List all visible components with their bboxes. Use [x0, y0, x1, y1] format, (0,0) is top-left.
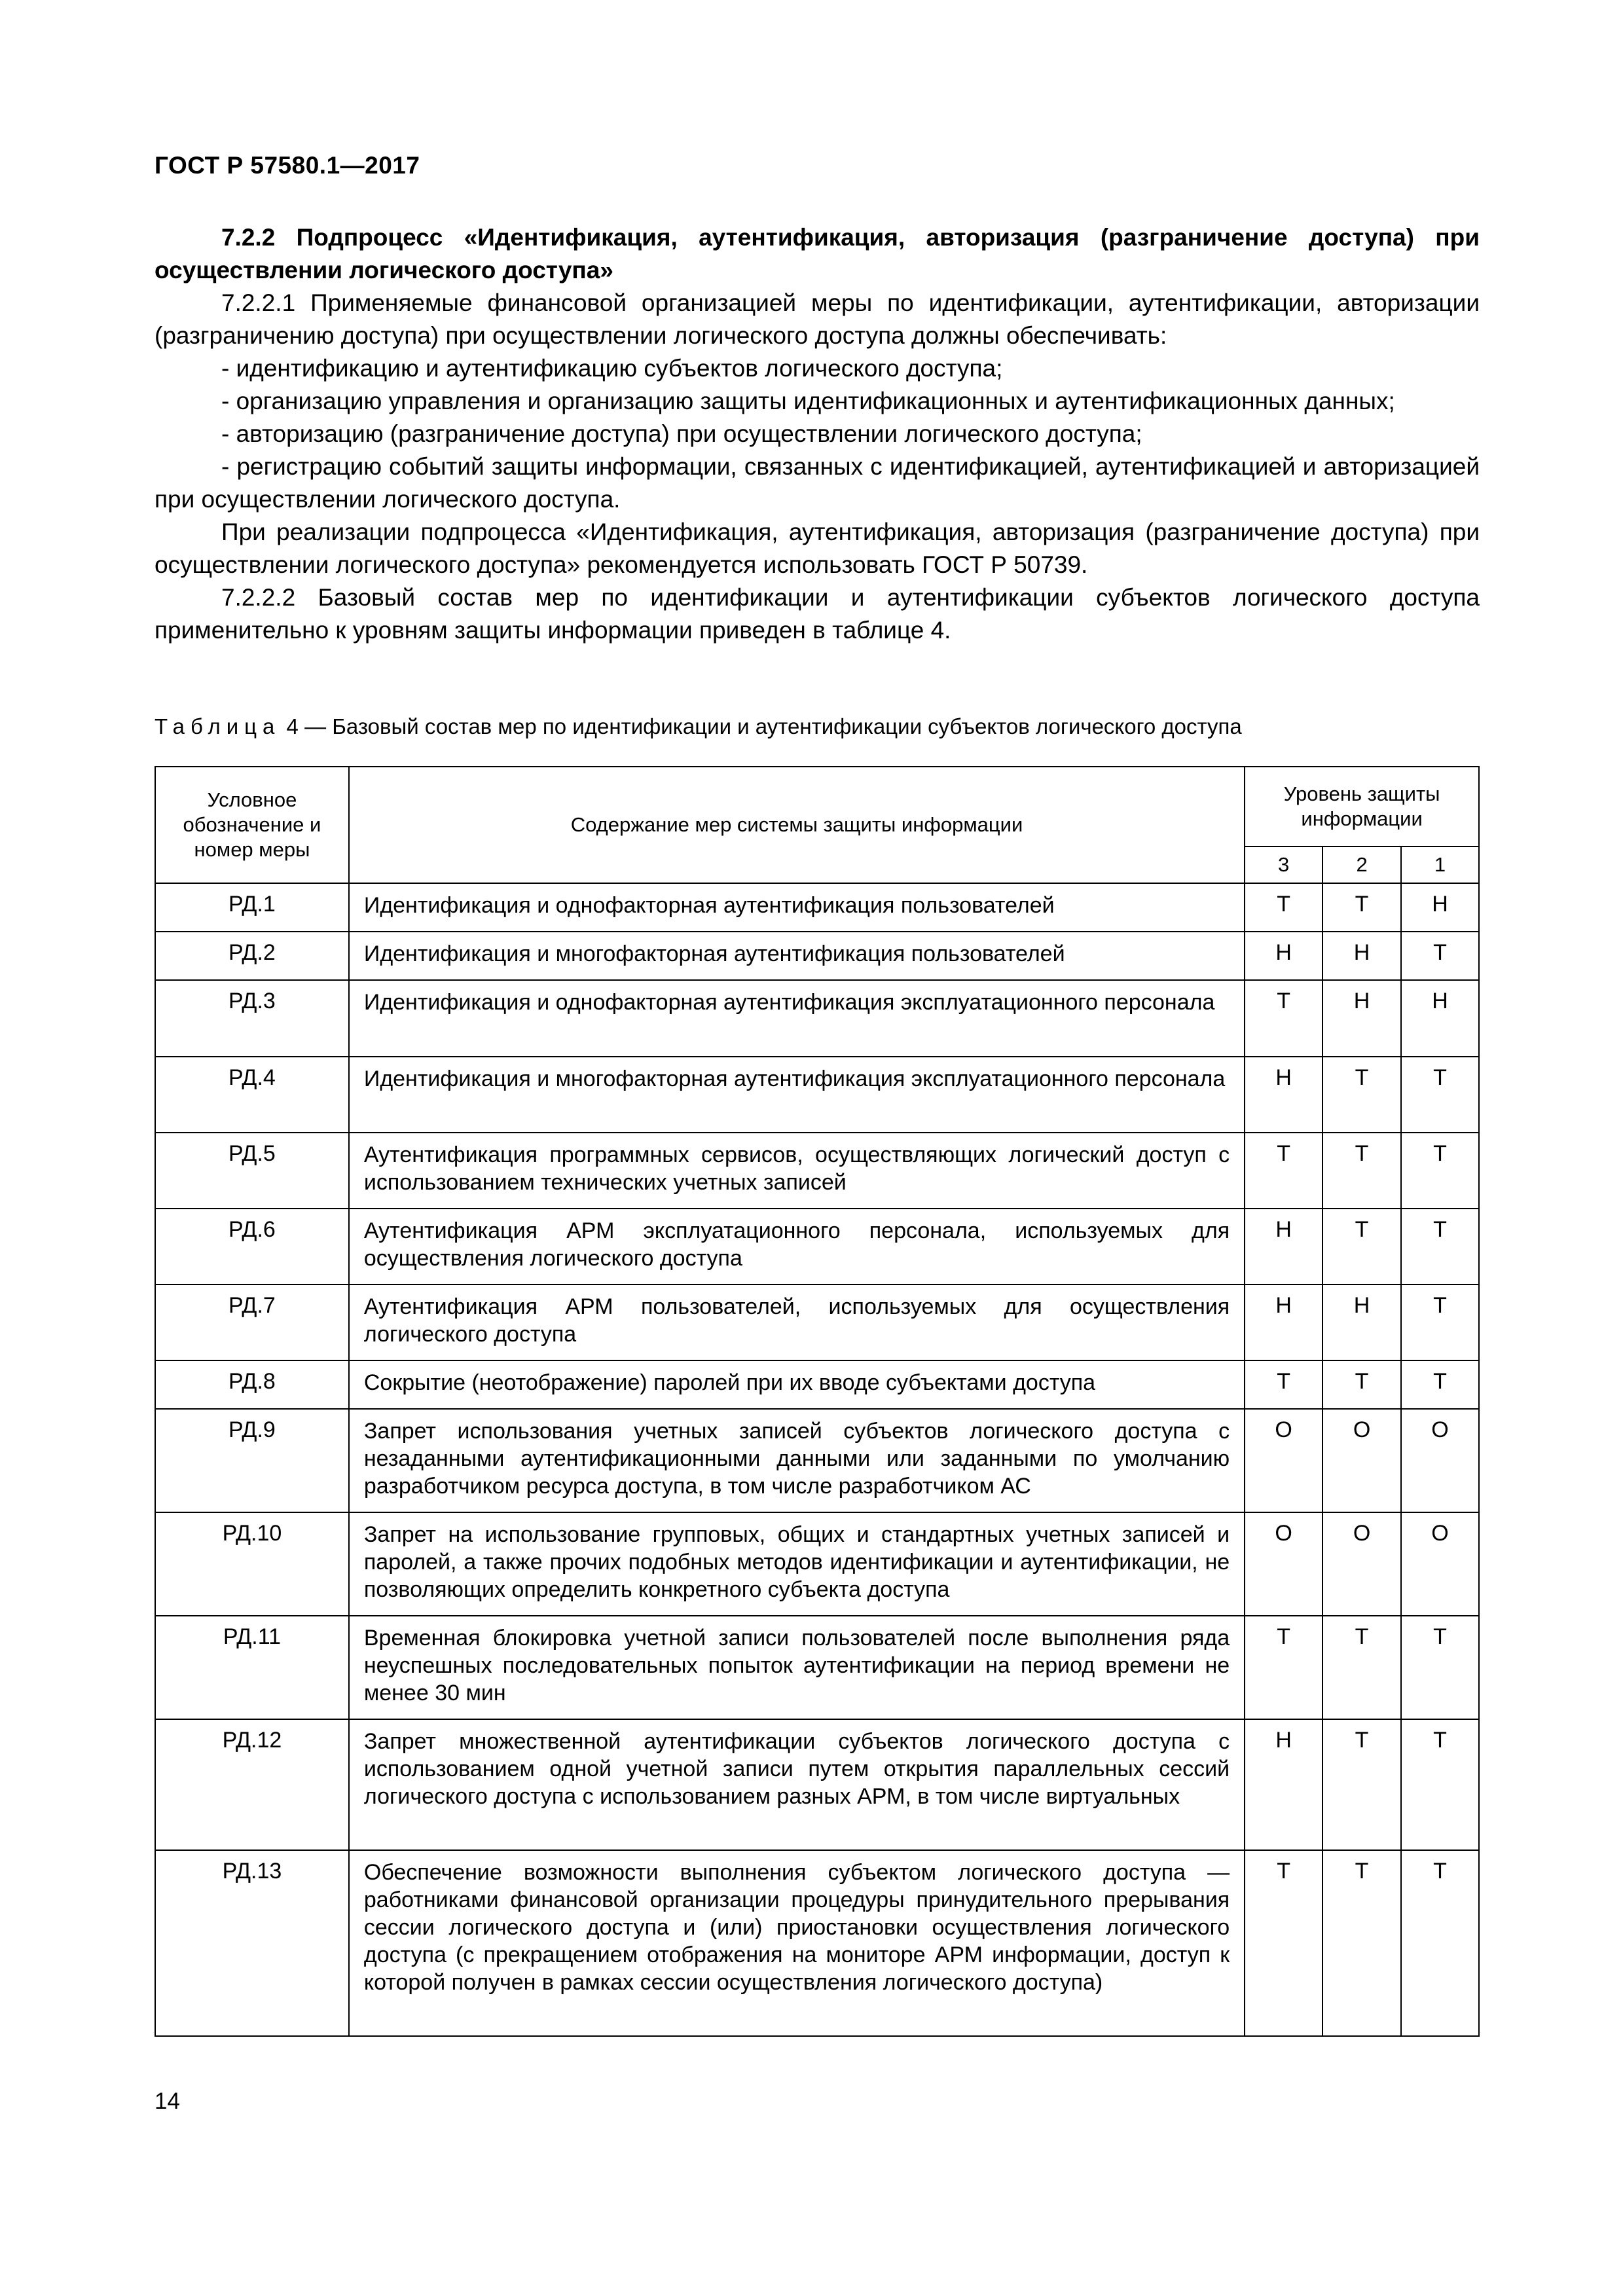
bullet-item: - авторизацию (разграничение доступа) при осуществлении логического доступа; [221, 420, 1142, 447]
level-1-value: Т [1401, 1719, 1479, 1850]
level-2-value: Т [1322, 1719, 1401, 1850]
level-3-value: О [1245, 1409, 1322, 1512]
measure-code: РД.12 [155, 1719, 349, 1850]
level-1-value: О [1401, 1409, 1479, 1512]
col-header-level-3: 3 [1245, 847, 1322, 883]
table-row [155, 1512, 1479, 1616]
level-2-value: Т [1322, 1850, 1401, 2036]
level-3-value: Т [1245, 1360, 1322, 1409]
paragraph-7-2-2-2: 7.2.2.2 Базовый состав мер по идентификации и аутентификации субъектов логического доступа применительно к уровням защиты информации приведен в таблице 4. [155, 584, 1480, 644]
measure-description: Идентификация и однофакторная аутентификация пользователей [349, 883, 1245, 932]
measure-code: РД.6 [155, 1209, 349, 1285]
section-title: 7.2.2 Подпроцесс «Идентификация, аутентификация, авторизация (разграничение доступа) при осуществлении логического доступа» [155, 224, 1480, 283]
table-row [155, 1360, 1479, 1409]
level-1-value: Т [1401, 1616, 1479, 1719]
col-header-level-1: 1 [1401, 847, 1479, 883]
level-3-value: О [1245, 1512, 1322, 1616]
level-2-value: Н [1322, 1285, 1401, 1360]
measure-code: РД.10 [155, 1512, 349, 1616]
measure-code: РД.7 [155, 1285, 349, 1360]
level-3-value: Т [1245, 1133, 1322, 1209]
table-row [155, 1850, 1479, 2036]
measure-description: Аутентификация АРМ эксплуатационного персонала, используемых для осуществления логического доступа [349, 1209, 1245, 1285]
section-body [155, 221, 1480, 647]
measure-description: Аутентификация программных сервисов, осуществляющих логический доступ с использованием технических учетных записей [349, 1133, 1245, 1209]
col-header-levels: Уровень защиты информации [1245, 767, 1479, 847]
measure-description: Идентификация и многофакторная аутентификация эксплуатационного персонала [349, 1057, 1245, 1133]
level-1-value: Т [1401, 1360, 1479, 1409]
measure-description: Запрет на использование групповых, общих и стандартных учетных записей и паролей, а также прочих подобных методов идентификации и аутентификации, не позволяющих определить конкретного субъекта доступа [349, 1512, 1245, 1616]
table-row [155, 1409, 1479, 1512]
page-number: 14 [155, 2088, 180, 2114]
measure-code: РД.9 [155, 1409, 349, 1512]
level-1-value: Т [1401, 1850, 1479, 2036]
level-1-value: Т [1401, 1057, 1479, 1133]
bullet-item: - регистрацию событий защиты информации, связанных с идентификацией, аутентификацией и авторизацией при осуществлении логического доступа. [155, 453, 1480, 513]
level-1-value: Н [1401, 883, 1479, 932]
level-3-value: Т [1245, 1850, 1322, 2036]
level-1-value: Т [1401, 1133, 1479, 1209]
level-3-value: Н [1245, 1719, 1322, 1850]
paragraph-recommendation: При реализации подпроцесса «Идентификация, аутентификация, авторизация (разграничение доступа) при осуществлении логического доступа» рекомендуется использовать ГОСТ Р 50739. [155, 519, 1480, 578]
table-caption-text: 4 — Базовый состав мер по идентификации и аутентификации субъектов логического доступа [280, 714, 1242, 738]
level-3-value: Т [1245, 1616, 1322, 1719]
measure-description: Идентификация и однофакторная аутентификация эксплуатационного персонала [349, 980, 1245, 1057]
table-row [155, 1209, 1479, 1285]
col-header-level-2: 2 [1322, 847, 1401, 883]
level-2-value: О [1322, 1512, 1401, 1616]
measure-code: РД.2 [155, 932, 349, 980]
level-2-value: Т [1322, 1616, 1401, 1719]
measure-code: РД.11 [155, 1616, 349, 1719]
document-header: ГОСТ Р 57580.1—2017 [155, 152, 420, 179]
measure-description: Запрет множественной аутентификации субъектов логического доступа с использованием одной учетной записи путем открытия параллельных сессий логического доступа с использованием разных АРМ, в том числе виртуальных [349, 1719, 1245, 1850]
level-1-value: Т [1401, 1209, 1479, 1285]
level-3-value: Н [1245, 932, 1322, 980]
measure-code: РД.5 [155, 1133, 349, 1209]
table-caption [155, 714, 1242, 740]
level-2-value: Т [1322, 1360, 1401, 1409]
level-2-value: О [1322, 1409, 1401, 1512]
measure-code: РД.13 [155, 1850, 349, 2036]
measure-description: Аутентификация АРМ пользователей, используемых для осуществления логического доступа [349, 1285, 1245, 1360]
level-1-value: Т [1401, 932, 1479, 980]
table-row [155, 932, 1479, 980]
measure-description: Сокрытие (неотображение) паролей при их вводе субъектами доступа [349, 1360, 1245, 1409]
measure-code: РД.3 [155, 980, 349, 1057]
col-header-desc: Содержание мер системы защиты информации [349, 767, 1245, 883]
level-1-value: О [1401, 1512, 1479, 1616]
table-caption-prefix: Таблица [155, 714, 281, 738]
level-2-value: Т [1322, 1057, 1401, 1133]
measures-table [155, 766, 1480, 2037]
level-3-value: Н [1245, 1209, 1322, 1285]
level-3-value: Н [1245, 1057, 1322, 1133]
bullet-item: - идентификацию и аутентификацию субъектов логического доступа; [221, 355, 1003, 382]
level-3-value: Т [1245, 980, 1322, 1057]
level-2-value: Т [1322, 883, 1401, 932]
table-row [155, 1616, 1479, 1719]
paragraph-7-2-2-1: 7.2.2.1 Применяемые финансовой организацией меры по идентификации, аутентификации, авторизации (разграничению доступа) при осуществлении логического доступа должны обеспечивать: [155, 289, 1480, 349]
measure-code: РД.1 [155, 883, 349, 932]
table-row [155, 980, 1479, 1057]
level-2-value: Н [1322, 932, 1401, 980]
measure-description: Запрет использования учетных записей субъектов логического доступа с незаданными аутентификационными данными или заданными по умолчанию разработчиком ресурса доступа, в том числе разработчиком АС [349, 1409, 1245, 1512]
measure-code: РД.4 [155, 1057, 349, 1133]
measure-description: Идентификация и многофакторная аутентификация пользователей [349, 932, 1245, 980]
level-1-value: Т [1401, 1285, 1479, 1360]
level-2-value: Н [1322, 980, 1401, 1057]
level-1-value: Н [1401, 980, 1479, 1057]
measure-code: РД.8 [155, 1360, 349, 1409]
table-row [155, 1133, 1479, 1209]
table-row [155, 883, 1479, 932]
level-3-value: Н [1245, 1285, 1322, 1360]
table-row [155, 1719, 1479, 1850]
col-header-code: Условное обозначение и номер меры [155, 767, 349, 883]
table-row [155, 1285, 1479, 1360]
measure-description: Обеспечение возможности выполнения субъектом логического доступа — работниками финансовой организации процедуры принудительного прерывания сессии логического доступа и (или) приостановки осуществления логического доступа (с прекращением отображения на мониторе АРМ информации, доступ к которой получен в рамках сессии осуществления логического доступа) [349, 1850, 1245, 2036]
level-3-value: Т [1245, 883, 1322, 932]
level-2-value: Т [1322, 1133, 1401, 1209]
measure-description: Временная блокировка учетной записи пользователей после выполнения ряда неуспешных последовательных попыток аутентификации на период времени не менее 30 мин [349, 1616, 1245, 1719]
table-row [155, 1057, 1479, 1133]
level-2-value: Т [1322, 1209, 1401, 1285]
bullet-item: - организацию управления и организацию защиты идентификационных и аутентификационных данных; [221, 388, 1395, 414]
